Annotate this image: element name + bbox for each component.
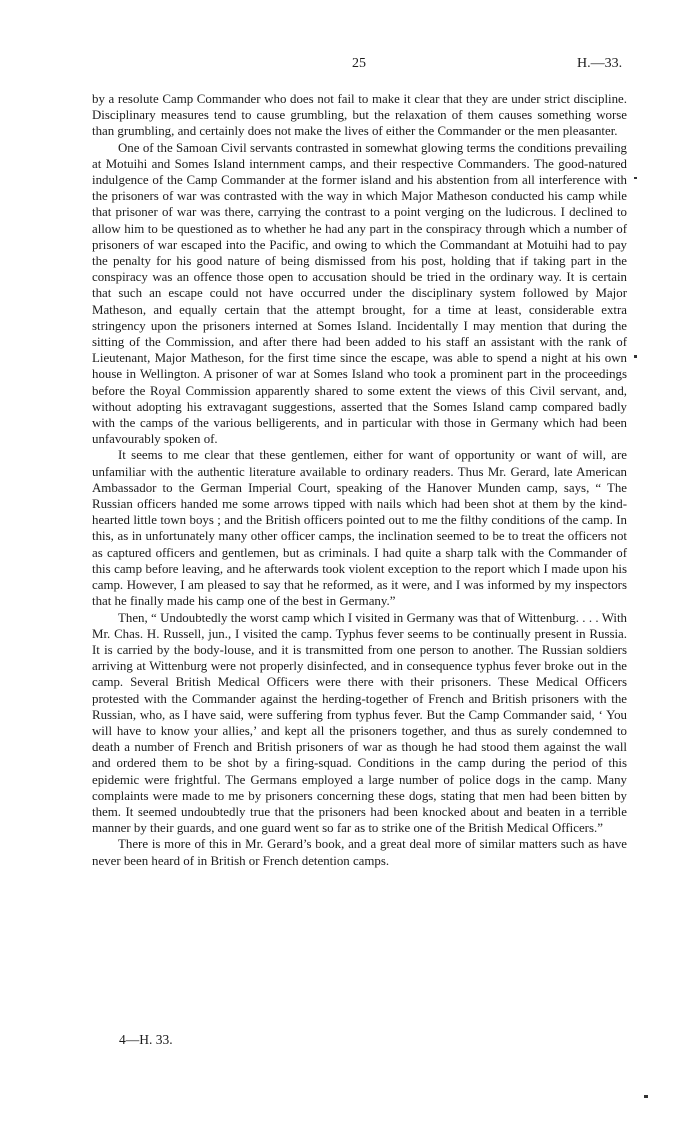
paragraph-4: Then, “ Undoubtedly the worst camp which I visited in Germany was that of Wittenburg. . . . With Mr. Chas. H. Russell, jun., I visited the camp. Typhus fever seems to be continually present in Russia. It is carried by the body-louse, and it is transmitted from one person to another. The Russian soldiers arriving at Wittenburg were not properly disinfected, and in consequence typhus fever broke out in the camp. Several British Medical Officers were there with their prisoners. These Medical Officers protested with the Commander against the herding-together of French and British prisoners with the Russian, who, as I have said, were suffering from typhus fever. But the Camp Commander said, ‘ You will have to know your allies,’ and kept all the prisoners together, and thus as surely condemned to death a number of French and British prisoners of war as though he had stood them against the wall and ordered them to be shot by a firing-squad. Conditions in the camp during the period of this epidemic were frightful. The Germans employed a large number of police dogs in the camp. Many complaints were made to me by prisoners concerning these dogs, stating that men had been bitten by them. It seemed undoubtedly true that the prisoners had been knocked about and beaten in a terrible manner by their guards, and one guard went so far as to strike one of the British Medical Officers.” bbox=[92, 610, 627, 836]
scan-mark-3 bbox=[644, 1095, 648, 1098]
page-number: 25 bbox=[352, 56, 366, 71]
paragraph-2: One of the Samoan Civil servants contrasted in somewhat glowing terms the conditions prevailing at Motuihi and Somes Island internment camps, and their respective Commanders. The good-natured indulgence of the Camp Commander at the former island and his abstention from all interference with the prisoners of war was contrasted with the way in which Major Matheson conducted his camp while that prisoner of war was there, carrying the contrast to a point verging on the ludicrous. I declined to allow him to be questioned as to whether he had any part in the conspiracy through which a number of prisoners of war escaped into the Pacific, and owing to which the Commandant at Motuihi had to pay the penalty for his good nature of being dismissed from his post, holding that if taking part in the conspiracy was an offence those open to accusation should be tried in the ordinary way. It is certain that such an escape could not have occurred under the disciplinary system followed by Major Matheson, and equally certain that the attempt brought, for a time at least, considerable extra stringency upon the prisoners interned at Somes Island. Incidentally I may mention that during the sitting of the Commission, and after there had been added to his staff an assistant with the rank of Lieutenant, Major Matheson, for the first time since the escape, was able to spend a night at his own house in Wellington. A prisoner of war at Somes Island who took a prominent part in the proceedings before the Royal Commission apparently shared to some extent the views of this Civil servant, and, without adopting his extravagant suggestions, asserted that the Somes Island camp compared badly with the camps of the various belligerents, and in particular with those in Germany which had been unfavourably spoken of. bbox=[92, 140, 627, 447]
document-reference: H.—33. bbox=[577, 56, 623, 71]
scan-mark-2 bbox=[634, 355, 637, 358]
paragraph-5: There is more of this in Mr. Gerard’s book, and a great deal more of similar matters such as have never been heard of in British or French detention camps. bbox=[92, 837, 627, 868]
footer-signature: 4—H. 33. bbox=[119, 1032, 173, 1047]
body-text bbox=[92, 91, 627, 869]
paragraph-1: by a resolute Camp Commander who does not fail to make it clear that they are under strict discipline. Disciplinary measures tend to cause grumbling, but the relaxation of them causes something worse than grumbling, and certainly does not make the lives of either the Commander or the men pleasanter. bbox=[92, 92, 627, 139]
scan-mark-1 bbox=[634, 177, 637, 179]
paragraph-3: It seems to me clear that these gentlemen, either for want of opportunity or want of will, are unfamiliar with the authentic literature available to ordinary readers. Thus Mr. Gerard, late American Ambassador to the German Imperial Court, speaking of the Hanover Munden camp, says, “ The Russian officers handed me some arrows tipped with nails which had been shot at them by the kind-hearted little town boys ; and the British officers pointed out to me the filthy conditions of the camp. In this, as in unfortunately many other officer camps, the inclination seemed to be to treat the officers not as captured officers and gentlemen, but as criminals. I had quite a sharp talk with the Commander of this camp before leaving, and he afterwards took violent exception to the report which I made upon his camp. However, I am pleased to say that he reformed, as it were, and I was informed by my inspectors that he finally made his camp one of the best in Germany.” bbox=[92, 448, 627, 609]
